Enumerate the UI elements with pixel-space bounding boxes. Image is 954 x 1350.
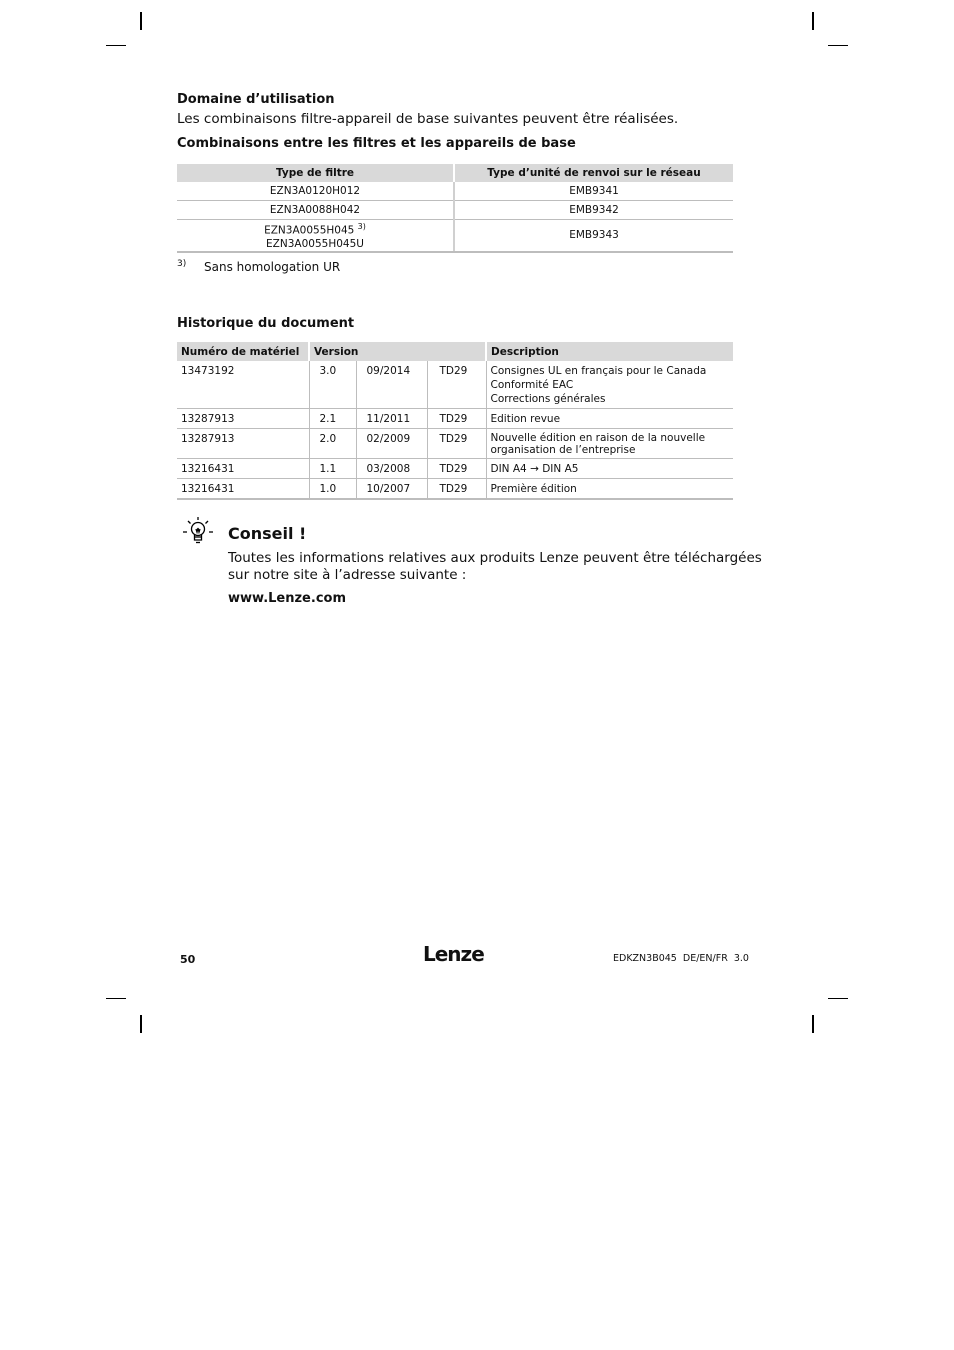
history-heading: Historique du document — [177, 316, 355, 331]
date-cell: 09/2014 — [356, 361, 427, 409]
combinations-heading: Combinaisons entre les filtres et les appareils de base — [177, 136, 576, 151]
code-cell: TD29 — [427, 459, 486, 479]
filter-type-cell: EZN3A0120H012 — [177, 182, 454, 201]
footnote-ref: 3) — [357, 222, 366, 231]
tip-text: sur notre site à l’adresse suivante : — [228, 567, 467, 583]
column-header: Numéro de matériel — [177, 342, 309, 361]
filter-type-cell — [177, 220, 454, 252]
description-line: DIN A4 → DIN A5 — [490, 463, 579, 475]
website-link[interactable]: www.Lenze.com — [228, 591, 346, 606]
crop-mark — [828, 45, 848, 46]
usage-heading: Domaine d’utilisation — [177, 92, 335, 107]
table-row — [177, 479, 733, 500]
table-row — [177, 361, 733, 409]
date-cell: 02/2009 — [356, 429, 427, 459]
code-cell: TD29 — [427, 429, 486, 459]
material-number-cell: 13473192 — [177, 361, 309, 409]
column-header: Type d’unité de renvoi sur le réseau — [454, 164, 733, 182]
footnote-mark: 3) — [177, 259, 187, 269]
usage-intro: Les combinaisons filtre-appareil de base suivantes peuvent être réalisées. — [177, 111, 679, 127]
version-cell: 1.0 — [309, 479, 356, 500]
filter-type-line: EZN3A0055H045U — [266, 237, 364, 250]
crop-mark — [106, 45, 126, 46]
description-cell — [486, 429, 733, 459]
version-cell: 2.0 — [309, 429, 356, 459]
document-reference: EDKZN3B045 DE/EN/FR 3.0 — [613, 953, 749, 964]
description-line: Edition revue — [490, 413, 561, 425]
table-header-row — [177, 342, 733, 361]
description-line: Conformité EAC — [490, 379, 574, 391]
material-number-cell: 13216431 — [177, 479, 309, 500]
code-cell: TD29 — [427, 361, 486, 409]
date-cell: 10/2007 — [356, 479, 427, 500]
tip-title: Conseil ! — [228, 524, 307, 543]
table-row — [177, 409, 733, 429]
lightbulb-icon — [181, 515, 215, 549]
description-cell — [486, 459, 733, 479]
material-number-cell: 13287913 — [177, 409, 309, 429]
description-line: Nouvelle édition en raison de la nouvelle — [490, 432, 706, 444]
crop-mark — [106, 998, 126, 999]
description-line: Corrections générales — [490, 393, 606, 405]
table-header-row — [177, 164, 733, 182]
crop-mark — [812, 1015, 814, 1033]
footnote-text: Sans homologation UR — [204, 260, 341, 274]
column-header: Type de filtre — [177, 164, 454, 182]
description-line: Consignes UL en français pour le Canada — [490, 365, 707, 377]
unit-type-cell: EMB9341 — [454, 182, 733, 201]
filter-combination-table — [177, 164, 733, 253]
material-number-cell: 13216431 — [177, 459, 309, 479]
filter-type-line: EZN3A0055H045 — [264, 224, 355, 237]
column-header: Version — [309, 342, 486, 361]
table-row — [177, 201, 733, 220]
tip-text: Toutes les informations relatives aux produits Lenze peuvent être téléchargées — [228, 550, 762, 566]
column-header: Description — [486, 342, 733, 361]
table-row — [177, 459, 733, 479]
table-row — [177, 182, 733, 201]
material-number-cell: 13287913 — [177, 429, 309, 459]
version-cell: 2.1 — [309, 409, 356, 429]
crop-mark — [140, 1015, 142, 1033]
table-row — [177, 220, 733, 252]
lenze-logo: Lenze — [423, 942, 484, 966]
description-cell — [486, 361, 733, 409]
description-line: Première édition — [490, 483, 577, 495]
crop-mark — [828, 998, 848, 999]
crop-mark — [812, 12, 814, 30]
unit-type-cell: EMB9343 — [454, 220, 733, 252]
page-number: 50 — [180, 953, 196, 966]
version-cell: 1.1 — [309, 459, 356, 479]
description-cell — [486, 409, 733, 429]
description-cell — [486, 479, 733, 500]
code-cell: TD29 — [427, 479, 486, 500]
code-cell: TD29 — [427, 409, 486, 429]
document-history-table — [177, 342, 733, 500]
filter-type-cell: EZN3A0088H042 — [177, 201, 454, 220]
date-cell: 03/2008 — [356, 459, 427, 479]
date-cell: 11/2011 — [356, 409, 427, 429]
crop-mark — [140, 12, 142, 30]
version-cell: 3.0 — [309, 361, 356, 409]
description-line: organisation de l’entreprise — [490, 444, 636, 456]
table-row — [177, 429, 733, 459]
unit-type-cell: EMB9342 — [454, 201, 733, 220]
